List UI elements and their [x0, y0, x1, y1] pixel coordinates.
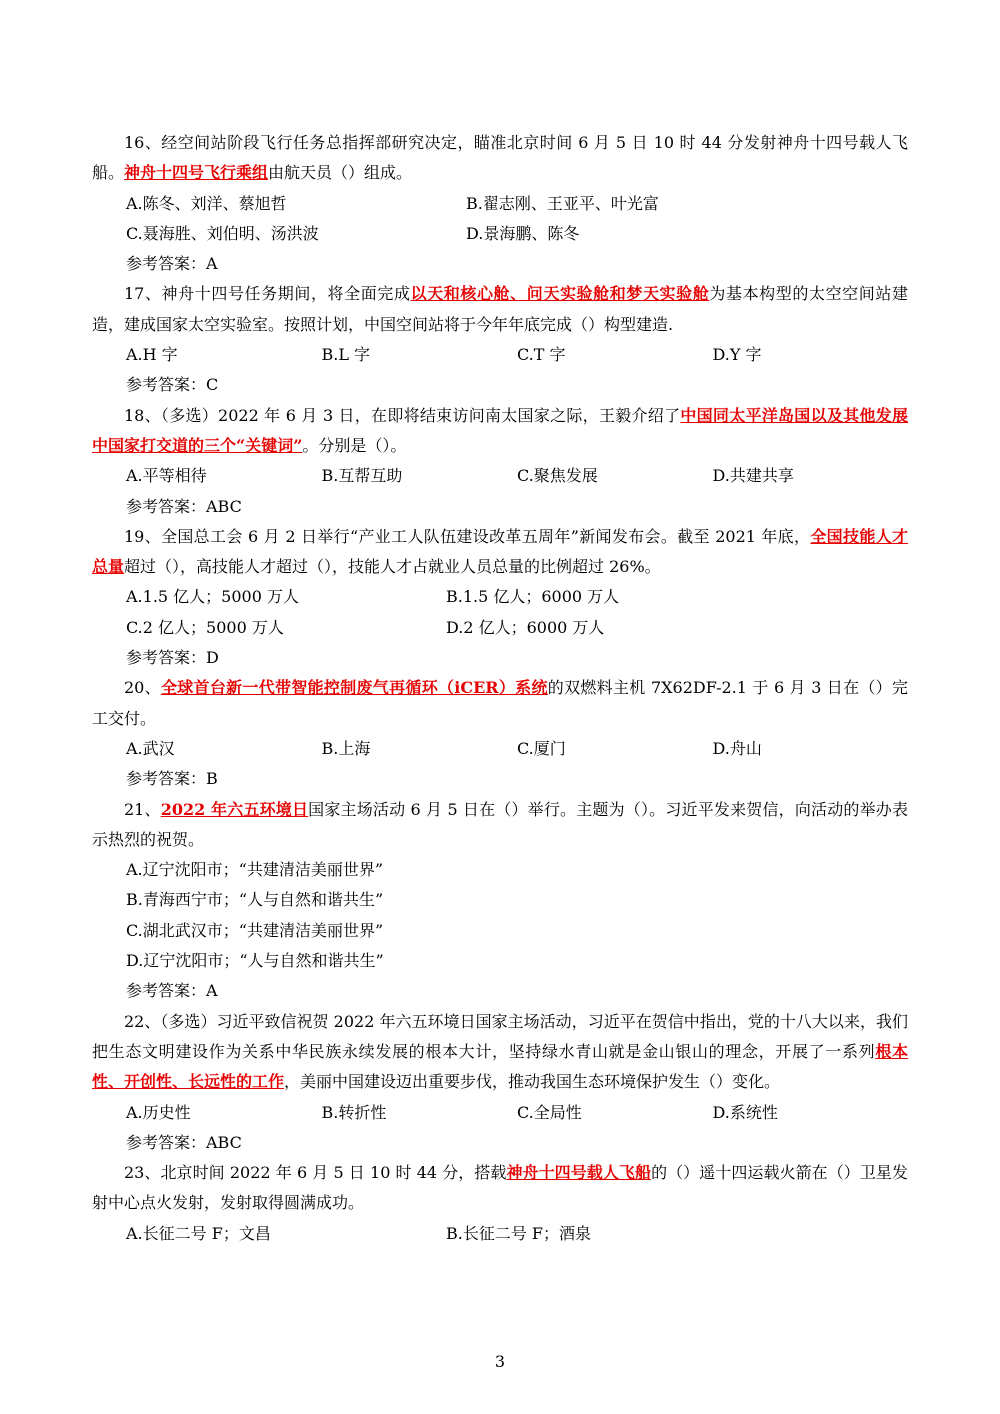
option-c: C.T 字	[517, 345, 566, 365]
answer: 参考答案：A	[126, 981, 218, 1001]
option-a: A.H 字	[126, 345, 178, 365]
options-row	[92, 189, 908, 219]
question-text: 的双燃料主机 7X62DF-2.1 于 6 月 3 日在（）完工交付。	[92, 678, 908, 728]
question-17	[92, 279, 908, 340]
option-a: A.陈冬、刘洋、蔡旭哲	[126, 193, 287, 213]
option-d: D.系统性	[712, 1102, 778, 1122]
option-d: D.舟山	[712, 738, 762, 758]
highlight-text: 中国同太平洋岛国以及其他发展中国家打交道的三个“关键词”	[92, 405, 908, 455]
question-20	[92, 673, 908, 734]
option-d: D.2 亿人；6000 万人	[446, 617, 605, 637]
option-b: B.L 字	[321, 345, 371, 365]
question-19	[92, 522, 908, 583]
highlight-text: 全球首台新一代带智能控制废气再循环（iCER）系统	[160, 678, 548, 698]
option-b: B.长征二号 F；酒泉	[446, 1223, 592, 1243]
options-row	[92, 582, 908, 612]
question-21	[92, 795, 908, 856]
options-row	[92, 613, 908, 643]
options-row	[92, 461, 908, 491]
question-text: 23、北京时间 2022 年 6 月 5 日 10 时 44 分，搭载	[124, 1163, 507, 1183]
highlight-text: 根本性、开创性、长远性的工作	[92, 1041, 908, 1092]
question-text: 。分别是（）。	[302, 435, 407, 455]
question-text: 16、经空间站阶段飞行任务总指挥部研究决定，瞄准北京时间 6 月 5 日 10 时 44 分发射神舟十四号载人飞船。	[92, 133, 908, 183]
question-16	[92, 128, 908, 189]
question-text: 19、全国总工会 6 月 2 日举行“产业工人队伍建设改革五周年”新闻发布会。截至 2021 年底，	[124, 526, 811, 546]
option-b: B.1.5 亿人；6000 万人	[446, 587, 620, 607]
option-d: D.共建共享	[712, 466, 794, 486]
options-row	[92, 219, 908, 249]
highlight-text: 神舟十四号飞行乘组	[124, 163, 269, 183]
option-b: B.翟志刚、王亚平、叶光富	[466, 193, 659, 213]
option-c: C.2 亿人；5000 万人	[126, 617, 284, 637]
option-c: C.聂海胜、刘伯明、汤洪波	[126, 223, 319, 243]
question-18	[92, 401, 908, 462]
answer: 参考答案：B	[126, 769, 218, 789]
option-b: B.转折性	[321, 1102, 387, 1122]
option-b: B.上海	[321, 738, 371, 758]
question-text: 20、	[124, 678, 161, 698]
option-a: A.武汉	[126, 738, 175, 758]
question-text: 22、（多选）习近平致信祝贺 2022 年六五环境日国家主场活动，习近平在贺信中指出，党的十八大以来，我们把生态文明建设作为关系中华民族永续发展的根本大计，坚持绿水青山就是金山银山的理念，开展了一系列	[92, 1011, 908, 1061]
option-c: C.全局性	[517, 1102, 582, 1122]
question-22	[92, 1007, 908, 1098]
option-d: D.辽宁沈阳市；“人与自然和谐共生”	[126, 951, 384, 971]
option-d: D.Y 字	[712, 345, 762, 365]
option-c: C.湖北武汉市；“共建清洁美丽世界”	[126, 920, 384, 940]
document-body	[92, 128, 908, 1249]
page-number: 3	[494, 1352, 506, 1371]
options-row	[92, 1098, 908, 1128]
question-text: 17、神舟十四号任务期间，将全面完成	[124, 284, 411, 304]
option-b: B.青海西宁市；“人与自然和谐共生”	[126, 890, 384, 910]
answer: 参考答案：ABC	[126, 1132, 242, 1152]
option-c: C.聚焦发展	[517, 466, 598, 486]
options-row	[92, 340, 908, 370]
answer: 参考答案：C	[126, 375, 219, 395]
question-text: 由航天员（）组成。	[268, 163, 413, 183]
question-text: ，美丽中国建设迈出重要步伐，推动我国生态环境保护发生（）变化。	[284, 1072, 781, 1092]
question-text: 国家主场活动 6 月 5 日在（）举行。主题为（）。习近平发来贺信，向活动的举办表示热烈的祝贺。	[92, 799, 908, 849]
option-a: A.长征二号 F；文昌	[126, 1223, 271, 1243]
options-row	[92, 1219, 908, 1249]
question-text: 的（）遥十四运载火箭在（）卫星发射中心点火发射，发射取得圆满成功。	[92, 1163, 908, 1213]
option-b: B.互帮互助	[321, 466, 403, 486]
highlight-text: 神舟十四号载人飞船	[506, 1163, 652, 1183]
question-23	[92, 1158, 908, 1219]
question-text: 超过（），高技能人才超过（），技能人才占就业人员总量的比例超过 26%。	[124, 557, 661, 577]
answer: 参考答案：A	[126, 254, 218, 274]
option-a: A.1.5 亿人；5000 万人	[126, 587, 299, 607]
highlight-text: 以天和核心舱、问天实验舱和梦天实验舱	[410, 284, 710, 304]
question-text: 21、	[124, 799, 161, 819]
option-a: A.历史性	[126, 1102, 191, 1122]
answer: 参考答案：ABC	[126, 496, 242, 516]
question-text: 18、（多选）2022 年 6 月 3 日，在即将结束访问南太国家之际，王毅介绍了	[124, 405, 681, 425]
question-text: 为基本构型的太空空间站建造，建成国家太空实验室。按照计划，中国空间站将于今年年底完成（）构型建造.	[92, 284, 908, 334]
option-a: A.平等相待	[126, 466, 207, 486]
options-row	[92, 734, 908, 764]
highlight-text: 2022 年六五环境日	[160, 799, 309, 819]
answer: 参考答案：D	[126, 648, 219, 668]
highlight-text: 全国技能人才总量	[92, 526, 908, 577]
option-c: C.厦门	[517, 738, 566, 758]
option-a: A.辽宁沈阳市；“共建清洁美丽世界”	[126, 860, 384, 880]
option-d: D.景海鹏、陈冬	[466, 223, 580, 243]
